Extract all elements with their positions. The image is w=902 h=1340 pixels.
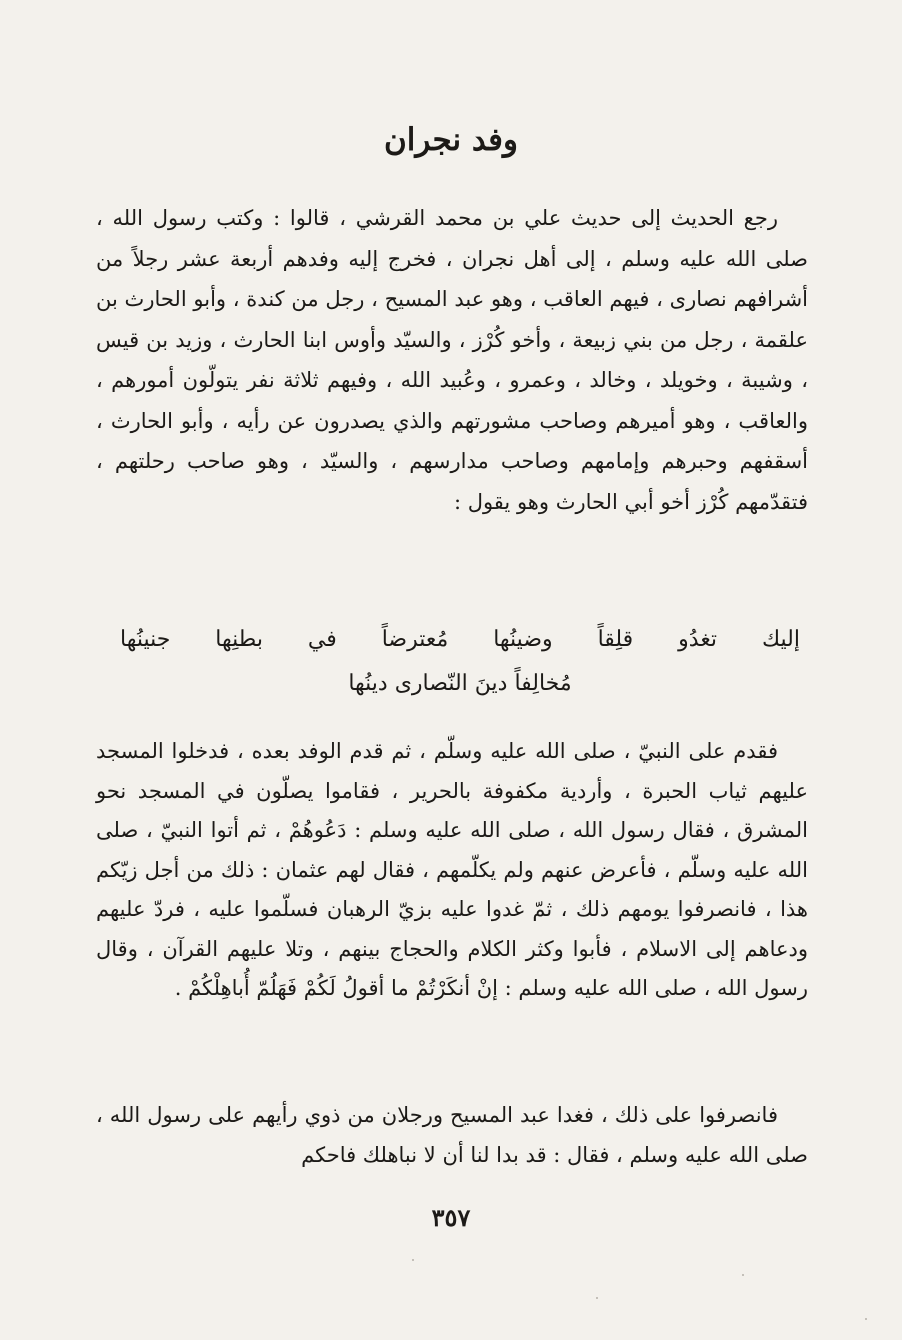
paper-speck [596, 1297, 598, 1299]
paper-speck [865, 1318, 867, 1320]
paragraph-1 [96, 198, 808, 522]
paragraph-1-text: رجع الحديث إلى حديث علي بن محمد القرشي ، قالوا : وكتب رسول الله ، صلى الله عليه وسلم ، إلى أهل نجران ، فخرج إليه وفدهم أربعة عشر رجلاً من أشرافهم نصارى ، فيهم العاقب ، وهو عبد المسيح ، رجل من كندة ، وأبو الحارث بن علقمة ، رجل من بني زبيعة ، وأخو كُرْز ، والسيّد وأوس ابنا الحارث ، وزيد بن قيس ، وشيبة ، وخويلد ، وخالد ، وعمرو ، وعُبيد الله ، وفيهم ثلاثة نفر يتولّون أمورهم ، والعاقب ، وهو أميرهم وصاحب مشورتهم والذي يصدرون عن رأيه ، وأبو الحارث ، أسقفهم وحبرهم وإمامهم وصاحب مدارسهم ، والسيّد ، وهو صاحب رحلتهم ، فتقدّمهم كُرْز أخو أبي الحارث وهو يقول : [96, 206, 808, 514]
verse-line-1: إليك تغدُو قلِقاً وضينُها مُعترضاً في بطنِها جنينُها [120, 627, 800, 652]
verse-line-2: مُخالِفاً دينَ النّصارى دينُها [348, 671, 572, 696]
paragraph-2-text: فقدم على النبيّ ، صلى الله عليه وسلّم ، ثم قدم الوفد بعده ، فدخلوا المسجد عليهم ثياب الحبرة ، وأردية مكفوفة بالحرير ، فقاموا يصلّون في المسجد نحو المشرق ، فقال رسول الله ، صلى الله عليه وسلم : دَعُوهُمْ ، ثم أتوا النبيّ ، صلى الله عليه وسلّم ، فأعرض عنهم ولم يكلّمهم ، فقال لهم عثمان : ذلك من أجل زيّكم هذا ، فانصرفوا يومهم ذلك ، ثمّ غدوا عليه بزيّ الرهبان فسلّموا عليه ، فردّ عليهم ودعاهم إلى الاسلام ، فأبوا وكثر الكلام والحجاج بينهم ، وتلا عليهم القرآن ، وقال رسول الله ، صلى الله عليه وسلم : إنْ أنكَرْتُمْ ما أقولُ لَكُمْ فَهَلُمّ أُباهِلْكُمْ . [96, 739, 808, 1000]
page-number: ٣٥٧ [431, 1203, 471, 1232]
paper-speck [742, 1274, 744, 1276]
paragraph-3-text: فانصرفوا على ذلك ، فغدا عبد المسيح ورجلان من ذوي رأيهم على رسول الله ، صلى الله عليه وسلم ، فقال : قد بدا لنا أن لا نباهلك فاحكم [96, 1103, 808, 1167]
chapter-title: وفد نجران [384, 122, 518, 158]
paragraph-2 [96, 732, 808, 1009]
paper-speck [412, 1259, 414, 1261]
paragraph-3 [96, 1095, 808, 1175]
